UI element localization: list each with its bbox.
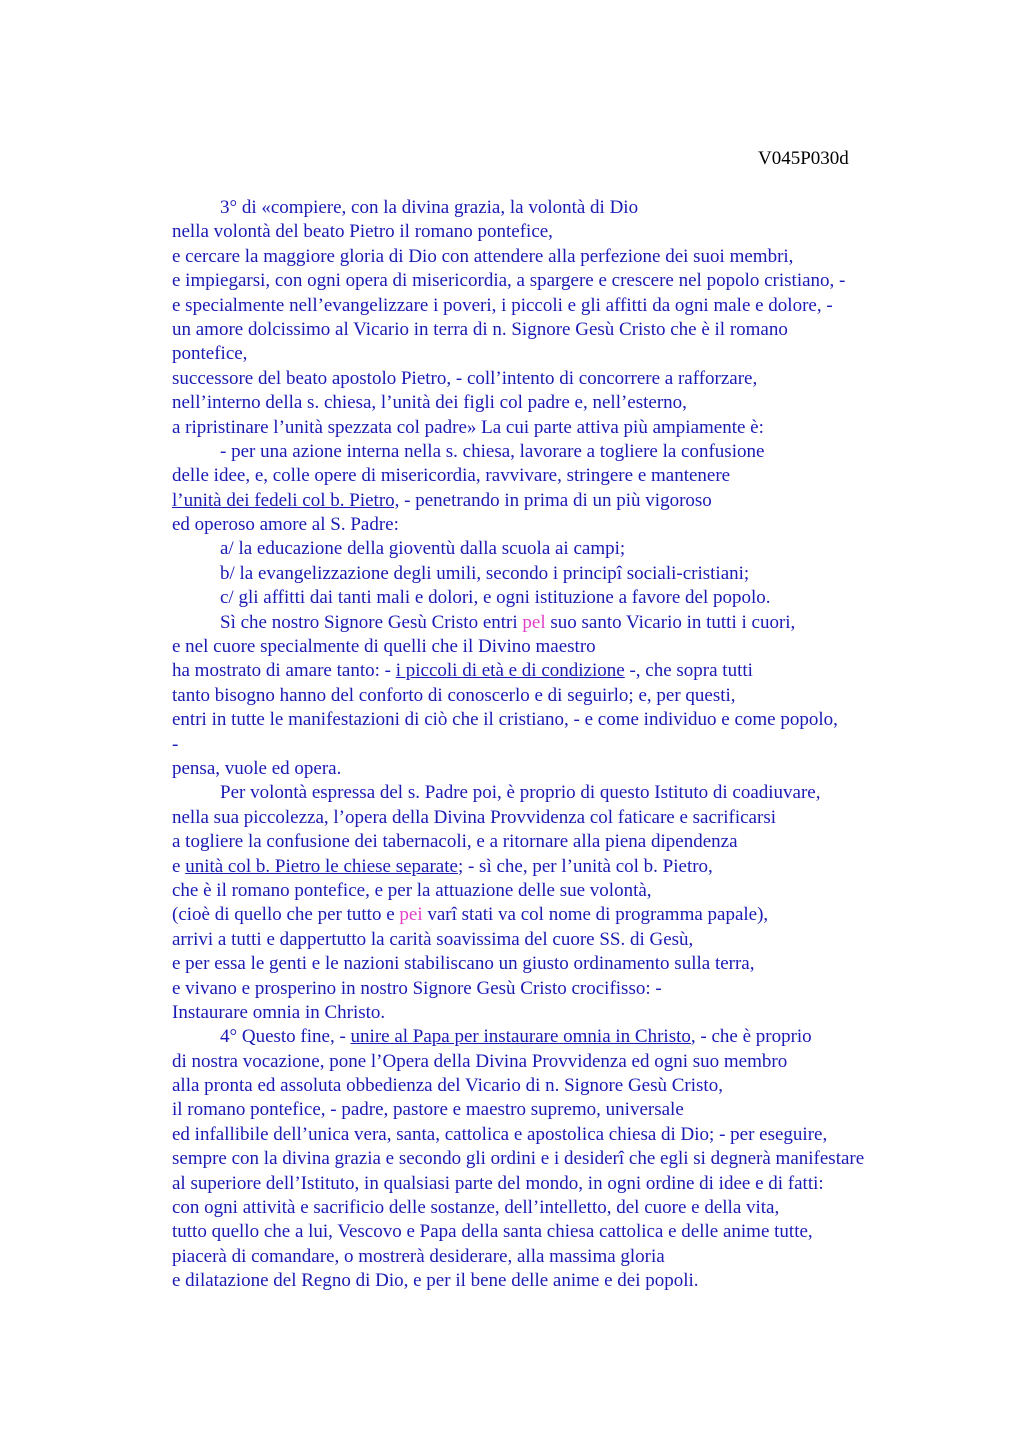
text-line: entri in tutte le manifestazioni di ciò che il cristiano, - e come individuo e come popolo, [172,709,838,731]
text-line: e nel cuore specialmente di quelli che il Divino maestro [172,636,596,658]
text-line: e vivano e prosperino in nostro Signore Gesù Cristo crocifisso: - [172,977,662,999]
text-line: a togliere la confusione dei tabernacoli, e a ritornare alla piena dipendenza [172,831,738,853]
text-line: e per essa le genti e le nazioni stabiliscano un giusto ordinamento sulla terra, [172,953,755,975]
text-line: pensa, vuole ed opera. [172,757,342,779]
text-line: Per volontà espressa del s. Padre poi, è proprio di questo Istituto di coadiuvare, [220,782,821,804]
text-segment: , - che è proprio [690,1026,812,1048]
text-line: tutto quello che a lui, Vescovo e Papa della santa chiesa cattolica e delle anime tutte, [172,1221,813,1243]
underlined-text: unire al Papa per instaurare omnia in Christo [350,1026,691,1048]
page-code: V045P030d [758,148,849,169]
text-line [172,855,972,879]
text-line: ed infallibile dell’unica vera, santa, cattolica e apostolica chiesa di Dio; - per eseguire, [172,1123,828,1145]
highlighted-word: pei [399,904,423,926]
text-segment: varî stati va col nome di programma papale), [422,904,769,926]
text-line: piacerà di comandare, o mostrerà desiderare, alla massima gloria [172,1245,665,1267]
text-line: un amore dolcissimo al Vicario in terra di n. Signore Gesù Cristo che è il romano [172,318,788,340]
text-segment: - penetrando in prima di un più vigoroso [399,489,712,511]
text-line: delle idee, e, colle opere di misericordia, ravvivare, stringere e mantenere [172,465,731,487]
text-line: e impiegarsi, con ogni opera di misericordia, a spargere e crescere nel popolo cristiano, - [172,270,846,292]
list-item-a: a/ la educazione della gioventù dalla scuola ai campi; [220,538,626,560]
text-line: che è il romano pontefice, e per la attuazione delle sue volontà, [172,879,652,901]
text-line [172,903,972,927]
text-line: 3° di «compiere, con la divina grazia, la volontà di Dio [220,197,639,218]
text-segment: ; - sì che, per l’unità col b. Pietro, [457,855,713,877]
list-item-c: c/ gli affitti dai tanti mali e dolori, e ogni istituzione a favore del popolo. [220,587,771,609]
text-line: sempre con la divina grazia e secondo gli ordini e i desiderî che egli si degnerà manifestare [172,1148,865,1170]
text-line: - [172,733,179,755]
text-segment: 4° Questo fine, - [220,1026,351,1048]
text-line: nella volontà del beato Pietro il romano pontefice, [172,221,553,243]
text-line: Instaurare omnia in Christo. [172,1001,386,1023]
document-body [172,196,972,1294]
text-segment: ha mostrato di amare tanto: - [172,660,396,682]
text-line: e dilatazione del Regno di Dio, e per il bene delle anime e dei popoli. [172,1270,699,1292]
highlighted-word: pel [522,611,546,633]
text-segment: suo santo Vicario in tutti i cuori, [545,611,796,633]
underlined-text: l’unità dei fedeli col b. Pietro, [172,489,400,511]
underlined-text: unità col b. Pietro le chiese separate [185,855,458,877]
underlined-text: i piccoli di età e di condizione [395,660,625,682]
text-line [172,489,972,513]
text-line: arrivi a tutti e dappertutto la carità soavissima del cuore SS. di Gesù, [172,928,694,950]
text-line: ed operoso amore al S. Padre: [172,514,399,536]
list-item-b: b/ la evangelizzazione degli umili, secondo i principî sociali-cristiani; [220,562,750,584]
text-line: al superiore dell’Istituto, in qualsiasi parte del mondo, in ogni ordine di idee e di fatti: [172,1172,824,1194]
text-segment: -, che sopra tutti [624,660,753,682]
text-line: successore del beato apostolo Pietro, - coll’intento di concorrere a rafforzare, [172,367,758,389]
text-segment: (cioè di quello che per tutto e [172,904,400,926]
text-line [172,659,972,683]
text-line: - per una azione interna nella s. chiesa, lavorare a togliere la confusione [220,440,765,462]
text-line: a ripristinare l’unità spezzata col padre» La cui parte attiva più ampiamente è: [172,416,764,438]
text-line [172,611,972,635]
text-line: con ogni attività e sacrificio delle sostanze, dell’intelletto, del cuore e della vita, [172,1197,780,1219]
text-line: alla pronta ed assoluta obbedienza del Vicario di n. Signore Gesù Cristo, [172,1075,723,1097]
text-segment: Sì che nostro Signore Gesù Cristo entri [220,611,523,633]
text-line: di nostra vocazione, pone l’Opera della Divina Provvidenza ed ogni suo membro [172,1050,788,1072]
text-line [172,1025,972,1049]
text-line: pontefice, [172,343,248,365]
text-line: e specialmente nell’evangelizzare i poveri, i piccoli e gli affitti da ogni male e dolore, - [172,294,833,316]
text-line: e cercare la maggiore gloria di Dio con attendere alla perfezione dei suoi membri, [172,245,794,267]
text-line: il romano pontefice, - padre, pastore e maestro supremo, universale [172,1099,684,1121]
text-line: nell’interno della s. chiesa, l’unità dei figli col padre e, nell’esterno, [172,392,687,414]
text-line: nella sua piccolezza, l’opera della Divina Provvidenza col faticare e sacrificarsi [172,806,776,828]
text-segment: e [172,855,186,877]
text-line: tanto bisogno hanno del conforto di conoscerlo e di seguirlo; e, per questi, [172,684,736,706]
